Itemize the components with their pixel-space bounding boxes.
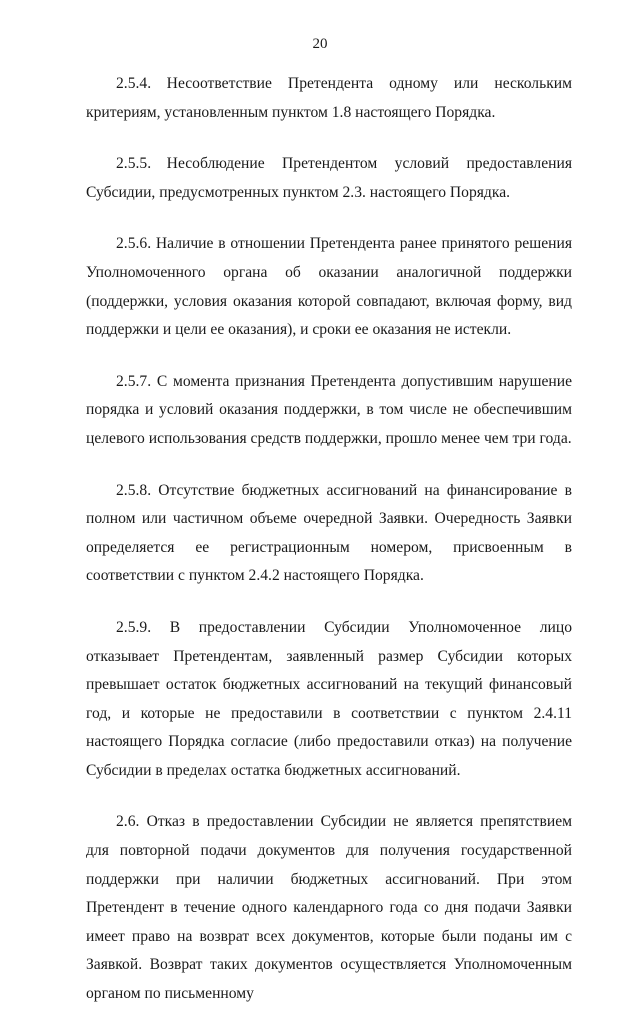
paragraph-2-5-8: 2.5.8. Отсутствие бюджетных ассигнований на финансирование в полном или частичном объеме очередной Заявки. Очередность Заявки определяется ее регистрационным номером, присвоенным в соответствии с пунктом 2.4.2 настоящего Порядка.	[86, 481, 572, 585]
paragraph-2-5-6: 2.5.6. Наличие в отношении Претендента ранее принятого решения Уполномоченного органа об оказании аналогичной поддержки (поддержки, условия оказания которой совпадают, включая форму, вид поддержки и цели ее оказания), и сроки ее оказания не истекли.	[86, 235, 572, 339]
document-body	[86, 70, 572, 1032]
paragraph-2-5-7: 2.5.7. С момента признания Претендента допустившим нарушение порядка и условий оказания поддержки, в том числе не обеспечившим целевого использования средств поддержки, прошло менее чем три года.	[86, 372, 572, 447]
paragraph-2-5-4: 2.5.4. Несоответствие Претендента одному или нескольким критериям, установленным пунктом 1.8 настоящего Порядка.	[86, 75, 572, 121]
paragraph-2-5-9: 2.5.9. В предоставлении Субсидии Уполномоченное лицо отказывает Претендентам, заявленный размер Субсидии которых превышает остаток бюджетных ассигнований на текущий финансовый год, и которые не предоставили в соответствии с пунктом 2.4.11 настоящего Порядка согласие (либо предоставили отказ) на получение Субсидии в пределах остатка бюджетных ассигнований.	[86, 618, 572, 779]
paragraph-2-5-5: 2.5.5. Несоблюдение Претендентом условий предоставления Субсидии, предусмотренных пунктом 2.3. настоящего Порядка.	[86, 155, 572, 201]
page-number: 20	[312, 36, 328, 52]
paragraph-2-6: 2.6. Отказ в предоставлении Субсидии не является препятствием для повторной подачи документов для получения государственной поддержки при наличии бюджетных ассигнований. При этом Претендент в течение одного календарного года со дня подачи Заявки имеет право на возврат всех документов, которые были поданы им с Заявкой. Возврат таких документов осуществляется Уполномоченным органом по письменному	[86, 813, 572, 1003]
